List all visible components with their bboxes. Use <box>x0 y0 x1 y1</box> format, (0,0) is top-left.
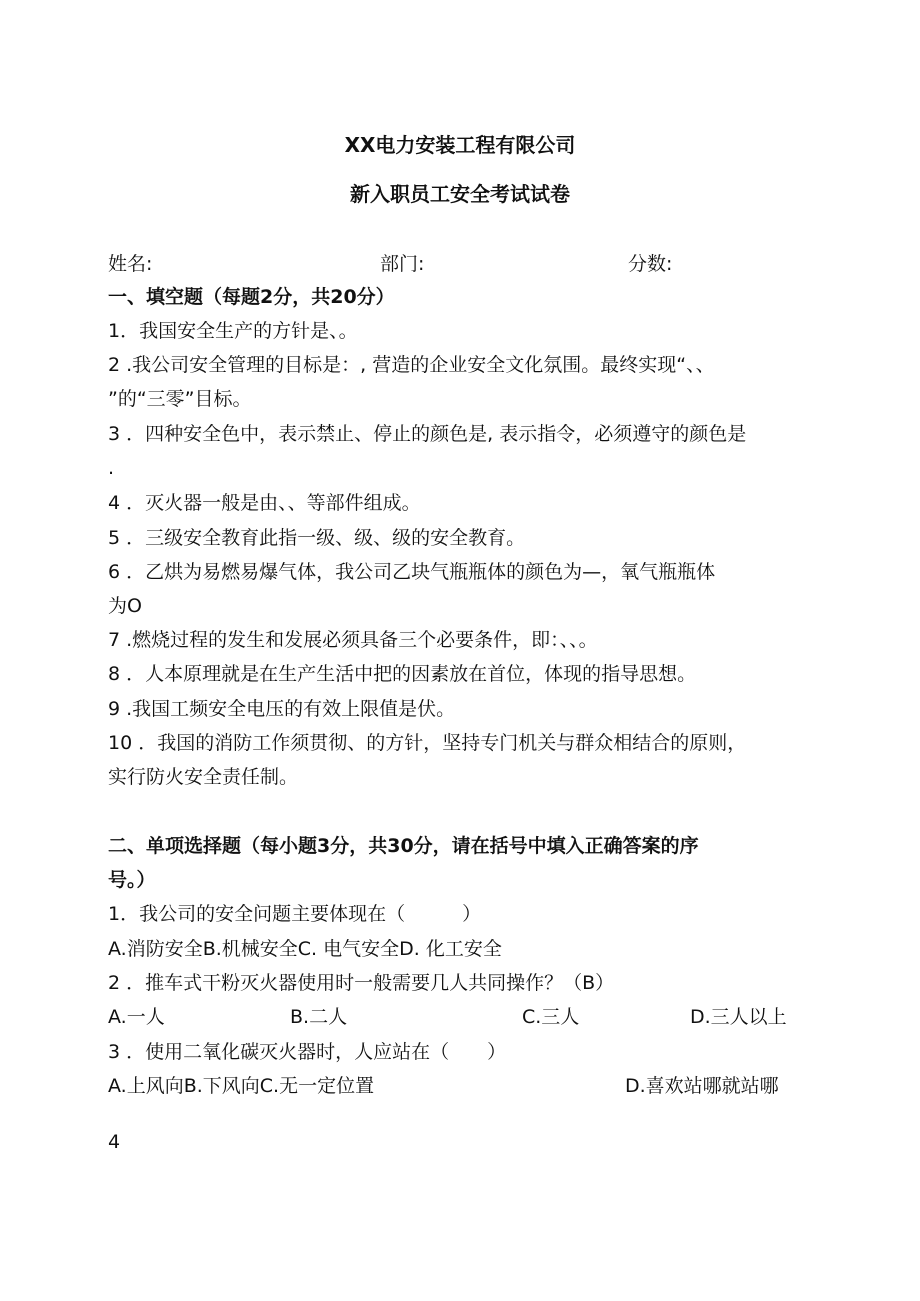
section2-heading-continued: 号。） <box>108 869 156 891</box>
question-line: 5 ．三级安全教育此指一级、级、级的安全教育。 <box>108 527 526 549</box>
question-line: 实行防火安全责任制。 <box>108 766 299 788</box>
department-label: 部门: <box>380 253 425 275</box>
score-label: 分数: <box>628 253 673 275</box>
company-title: XX电力安装工程有限公司 <box>344 133 576 157</box>
section2-heading: 二、单项选择题（每小题3分，共30分，请在括号中填入正确答案的序 <box>108 835 699 857</box>
exam-title: 新入职员工安全考试试卷 <box>350 182 570 206</box>
question-line: 3 ．四种安全色中，表示禁止、停止的颜色是, 表示指令，必须遵守的颜色是 <box>108 423 747 445</box>
question-line: 6 ．乙烘为易燃易爆气体，我公司乙块气瓶瓶体的颜色为—，氧气瓶瓶体 <box>108 561 716 583</box>
option-a: A.一人 <box>108 1006 165 1028</box>
choice-options-1: A.消防安全B.机械安全C. 电气安全D. 化工安全 <box>108 938 502 960</box>
option-d: D.三人以上 <box>690 1006 787 1028</box>
question-line: 8 ．人本原理就是在生产生活中把的因素放在首位，体现的指导思想。 <box>108 663 697 685</box>
question-line: 4 ．灭火器一般是由、、等部件组成。 <box>108 492 421 514</box>
question-line: 2 .我公司安全管理的目标是：, 营造的企业安全文化氛围。最终实现“、、 <box>108 354 715 376</box>
page-number: 4 <box>108 1131 121 1153</box>
option-d: D.喜欢站哪就站哪 <box>625 1075 779 1097</box>
section1-heading: 一、填空题（每题2分，共20分） <box>108 286 395 308</box>
question-line: . <box>108 457 115 479</box>
question-line: 为O <box>108 595 142 617</box>
choice-question-2: 2 ．推车式干粉灭火器使用时一般需要几人共同操作？（B） <box>108 972 615 994</box>
question-line: 9 .我国工频安全电压的有效上限值是伏。 <box>108 698 456 720</box>
option-c: C.三人 <box>522 1006 580 1028</box>
question-line: ”的“三零”目标。 <box>108 388 252 410</box>
options-abc: A.上风向B.下风向C.无一定位置 <box>108 1075 375 1097</box>
question-line: 1．我国安全生产的方针是、。 <box>108 320 358 342</box>
question-line: 10 ．我国的消防工作须贯彻、的方针，坚持专门机关与群众相结合的原则， <box>108 732 747 754</box>
question-line: 7 .燃烧过程的发生和发展必须具备三个必要条件，即：、、。 <box>108 629 598 651</box>
choice-question-1: 1．我公司的安全问题主要体现在（ ） <box>108 903 482 925</box>
option-b: B.二人 <box>290 1006 348 1028</box>
choice-question-3: 3 ．使用二氧化碳灭火器时，人应站在（ ） <box>108 1041 507 1063</box>
name-label: 姓名: <box>108 253 153 275</box>
